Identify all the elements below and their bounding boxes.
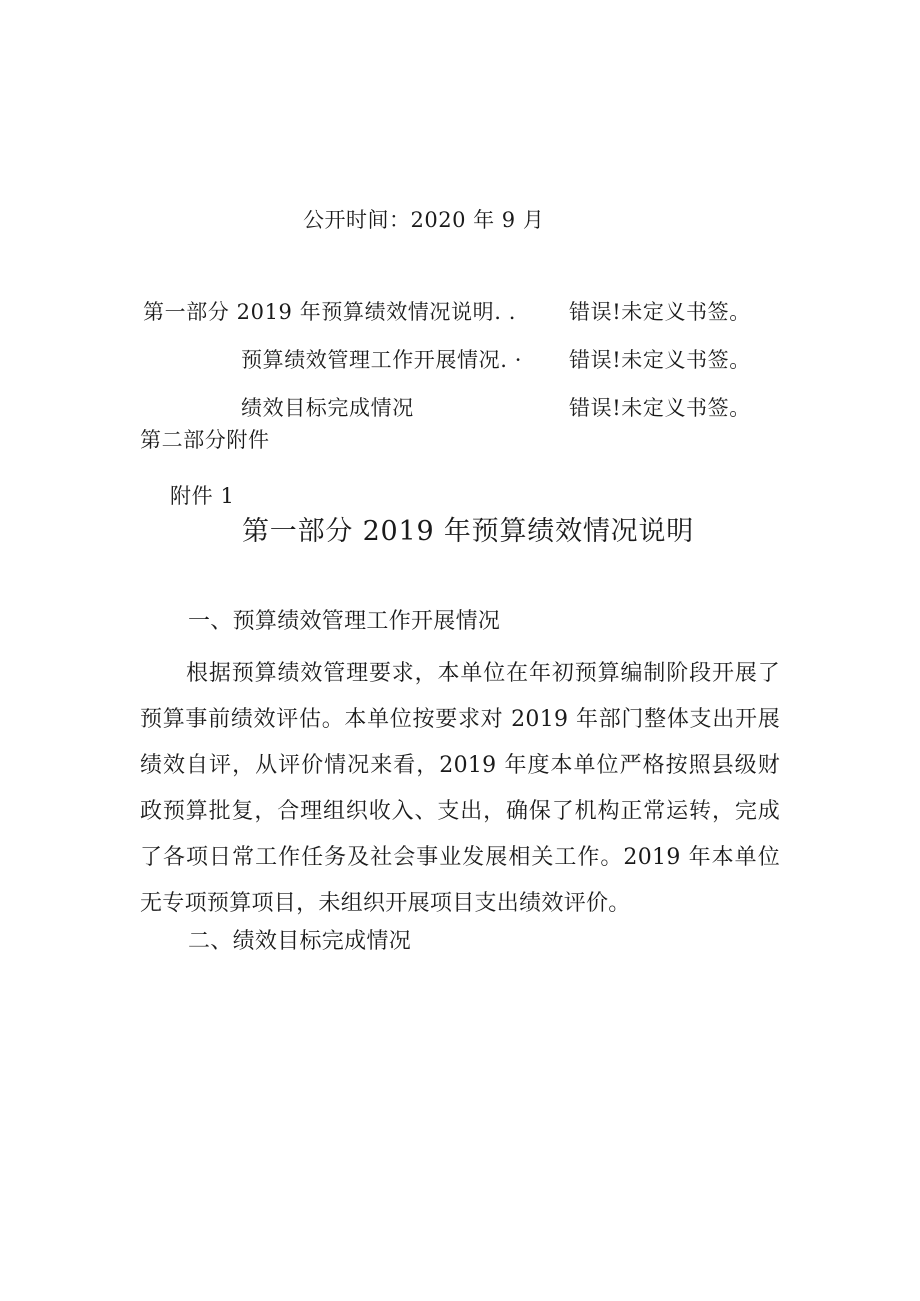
- toc-item-management-ref: 错误!未定义书签。: [569, 348, 751, 372]
- attachment-label: 附件 1: [170, 484, 235, 508]
- toc-item-part2[interactable]: 第二部分附件: [140, 428, 270, 452]
- page-title: 第一部分 2019 年预算绩效情况说明: [242, 516, 695, 547]
- section2-heading: 二、绩效目标完成情况: [188, 929, 412, 954]
- toc-item-part1-ref: 错误!未定义书签。: [569, 300, 751, 324]
- toc-item-goals[interactable]: 绩效目标完成情况: [241, 396, 414, 420]
- toc-item-goals-ref: 错误!未定义书签。: [569, 396, 751, 420]
- section1-heading: 一、预算绩效管理工作开展情况: [188, 609, 501, 634]
- section1-paragraph: 根据预算绩效管理要求，本单位在年初预算编制阶段开展了预算事前绩效评估。本单位按要求对 2019 年部门整体支出开展绩效自评，从评价情况来看，2019 年度本单位严格按照县级财政预算批复，合理组织收入、支出，确保了机构正常运转，完成了各项日常工作任务及社会事业发展相关工作。2019 年本单位无专项预算项目，未组织开展项目支出绩效评价。: [140, 661, 780, 916]
- toc-item-part1[interactable]: 第一部分 2019 年预算绩效情况说明. .: [143, 300, 517, 324]
- publish-date: 公开时间：2020 年 9 月: [303, 208, 545, 232]
- toc-item-management[interactable]: 预算绩效管理工作开展情况. ·: [241, 348, 523, 372]
